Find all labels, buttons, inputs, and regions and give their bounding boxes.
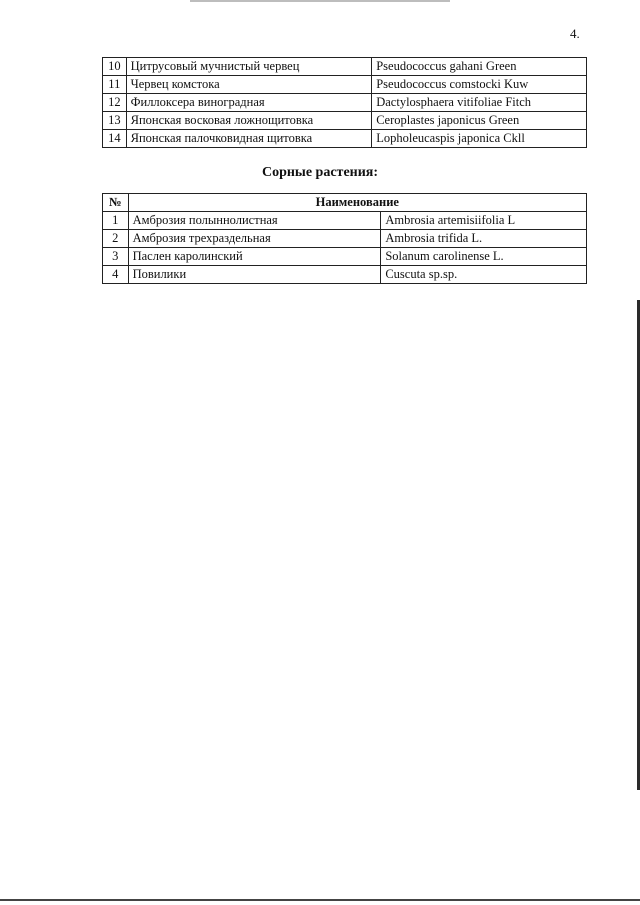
russian-name: Червец комстока bbox=[126, 76, 372, 94]
latin-name: Dactylosphaera vitifoliae Fitch bbox=[372, 94, 587, 112]
table-row bbox=[103, 212, 587, 230]
latin-name: Pseudococcus gahani Green bbox=[372, 58, 587, 76]
scan-top-edge-line bbox=[190, 0, 450, 2]
table-row bbox=[103, 230, 587, 248]
weeds-table bbox=[102, 193, 587, 284]
table-row bbox=[103, 94, 587, 112]
row-number: 10 bbox=[103, 58, 127, 76]
scan-bottom-edge-line bbox=[0, 899, 640, 901]
latin-name: Ambrosia trifida L. bbox=[381, 230, 587, 248]
row-number: 1 bbox=[103, 212, 129, 230]
row-number: 4 bbox=[103, 266, 129, 284]
row-number: 12 bbox=[103, 94, 127, 112]
latin-name: Lopholeucaspis japonica Ckll bbox=[372, 130, 587, 148]
table-row bbox=[103, 266, 587, 284]
russian-name: Амброзия полыннолистная bbox=[128, 212, 381, 230]
latin-name: Pseudococcus comstocki Kuw bbox=[372, 76, 587, 94]
latin-name: Cuscuta sp.sp. bbox=[381, 266, 587, 284]
table-row bbox=[103, 248, 587, 266]
weeds-section-title: Сорные растения: bbox=[261, 165, 379, 180]
table-header-row bbox=[103, 194, 587, 212]
russian-name: Амброзия трехраздельная bbox=[128, 230, 381, 248]
russian-name: Паслен каролинский bbox=[128, 248, 381, 266]
table-row bbox=[103, 76, 587, 94]
latin-name: Ceroplastes japonicus Green bbox=[372, 112, 587, 130]
row-number: 2 bbox=[103, 230, 129, 248]
russian-name: Японская восковая ложнощитовка bbox=[126, 112, 372, 130]
row-number: 3 bbox=[103, 248, 129, 266]
table-row bbox=[103, 112, 587, 130]
russian-name: Японская палочковидная щитовка bbox=[126, 130, 372, 148]
row-number: 11 bbox=[103, 76, 127, 94]
table-row bbox=[103, 130, 587, 148]
row-number: 14 bbox=[103, 130, 127, 148]
row-number: 13 bbox=[103, 112, 127, 130]
latin-name: Solanum carolinense L. bbox=[381, 248, 587, 266]
table-row bbox=[103, 58, 587, 76]
latin-name: Ambrosia artemisiifolia L bbox=[381, 212, 587, 230]
name-column-header: Наименование bbox=[128, 194, 586, 212]
russian-name: Цитрусовый мучнистый червец bbox=[126, 58, 372, 76]
page-number: 4. bbox=[570, 26, 580, 41]
pests-table bbox=[102, 57, 587, 148]
number-column-header: № bbox=[103, 194, 129, 212]
russian-name: Филлоксера виноградная bbox=[126, 94, 372, 112]
russian-name: Повилики bbox=[128, 266, 381, 284]
